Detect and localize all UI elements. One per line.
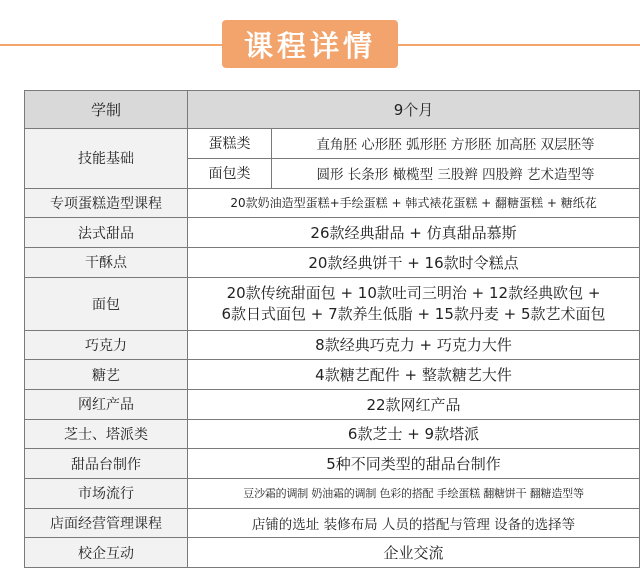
row-label: 网红产品 bbox=[25, 389, 188, 419]
table-row-duration bbox=[25, 91, 640, 129]
row-label: 专项蛋糕造型课程 bbox=[25, 188, 188, 218]
row-value: 8款经典巧克力 + 巧克力大件 bbox=[188, 330, 640, 360]
table-row bbox=[25, 247, 640, 277]
row-label: 面包 bbox=[25, 277, 188, 330]
row-label: 店面经营管理课程 bbox=[25, 508, 188, 538]
row-value-line: 6款日式面包 + 7款养生低脂 + 15款丹麦 + 5款艺术面包 bbox=[221, 304, 606, 323]
table-row bbox=[25, 538, 640, 568]
row-value: 4款糖艺配件 + 整款糖艺大件 bbox=[188, 360, 640, 390]
duration-value: 9个月 bbox=[188, 91, 640, 129]
skills-value-cake: 直角胚 心形胚 弧形胚 方形胚 加高胚 双层胚等 bbox=[272, 129, 640, 159]
row-value: 22款网红产品 bbox=[188, 389, 640, 419]
skills-sub-label-cake: 蛋糕类 bbox=[188, 129, 272, 159]
row-value-line: 20款传统甜面包 + 10款吐司三明治 + 12款经典欧包 + bbox=[226, 283, 601, 302]
skills-sub-label-bread: 面包类 bbox=[188, 158, 272, 188]
row-label: 巧克力 bbox=[25, 330, 188, 360]
row-value: 企业交流 bbox=[188, 538, 640, 568]
row-label: 干酥点 bbox=[25, 247, 188, 277]
table-row bbox=[25, 389, 640, 419]
table-row bbox=[25, 330, 640, 360]
skills-value-bread: 圆形 长条形 橄榄型 三股辫 四股辫 艺术造型等 bbox=[272, 158, 640, 188]
row-label: 芝士、塔派类 bbox=[25, 419, 188, 449]
row-value: 26款经典甜品 + 仿真甜品慕斯 bbox=[188, 218, 640, 248]
row-label: 校企互动 bbox=[25, 538, 188, 568]
table-row bbox=[25, 360, 640, 390]
row-label: 法式甜品 bbox=[25, 218, 188, 248]
row-value-multiline bbox=[188, 277, 640, 330]
row-label: 市场流行 bbox=[25, 478, 188, 508]
table-row bbox=[25, 419, 640, 449]
row-value: 6款芝士 + 9款塔派 bbox=[188, 419, 640, 449]
row-value: 20款经典饼干 + 16款时令糕点 bbox=[188, 247, 640, 277]
table-row-skills-cake bbox=[25, 129, 640, 159]
row-value: 20款奶油造型蛋糕+手绘蛋糕 + 韩式裱花蛋糕 + 翻糖蛋糕 + 糖纸花 bbox=[188, 188, 640, 218]
duration-label: 学制 bbox=[25, 91, 188, 129]
skills-label: 技能基础 bbox=[25, 129, 188, 188]
row-value: 豆沙霜的调制 奶油霜的调制 色彩的搭配 手绘蛋糕 翻糖饼干 翻糖造型等 bbox=[188, 478, 640, 508]
table-row bbox=[25, 218, 640, 248]
table-row bbox=[25, 478, 640, 508]
course-table bbox=[24, 90, 640, 568]
row-label: 甜品台制作 bbox=[25, 449, 188, 479]
table-row bbox=[25, 277, 640, 330]
title-banner bbox=[222, 20, 398, 68]
row-value: 店铺的选址 装修布局 人员的搭配与管理 设备的选择等 bbox=[188, 508, 640, 538]
row-label: 糖艺 bbox=[25, 360, 188, 390]
table-row bbox=[25, 449, 640, 479]
row-value: 5种不同类型的甜品台制作 bbox=[188, 449, 640, 479]
page-title: 课程详情 bbox=[243, 28, 376, 63]
table-row bbox=[25, 188, 640, 218]
table-row bbox=[25, 508, 640, 538]
